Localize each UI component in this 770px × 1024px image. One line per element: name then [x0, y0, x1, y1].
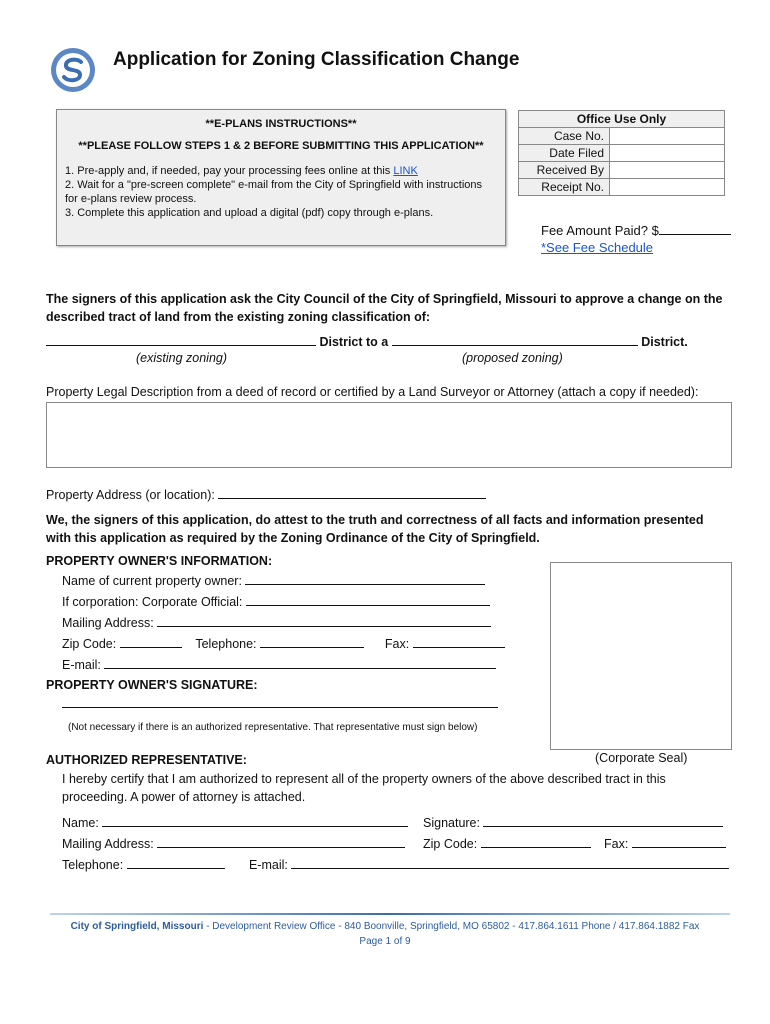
proposed-zoning-field[interactable] — [392, 333, 638, 346]
footer-office: - Development Review Office - 840 Boonville, Springfield, MO 65802 - 417.864.1611 Phone / 417.864.1882 Fax — [203, 921, 700, 932]
rep-phone-field[interactable] — [127, 856, 225, 869]
case-no-field[interactable] — [610, 128, 725, 145]
owner-fax-label: Fax: — [384, 637, 410, 651]
rep-zip-label: Zip Code: — [423, 837, 478, 851]
owner-phone-field[interactable] — [260, 635, 364, 648]
case-no-label: Case No. — [519, 128, 610, 145]
rep-fax-label: Fax: — [604, 837, 629, 851]
date-filed-field[interactable] — [610, 145, 725, 162]
owner-name-row — [62, 572, 485, 588]
owner-zip-field[interactable] — [120, 635, 182, 648]
received-by-label: Received By — [519, 162, 610, 179]
office-use-heading: Office Use Only — [519, 111, 725, 128]
owner-name-field[interactable] — [245, 572, 485, 585]
owner-email-label: E-mail: — [62, 658, 101, 672]
rep-mailing-field[interactable] — [157, 835, 405, 848]
rep-mailing-row — [62, 835, 405, 851]
rep-mailing-label: Mailing Address: — [62, 837, 154, 851]
existing-zoning-caption: (existing zoning) — [136, 351, 228, 365]
owner-signature-heading: PROPERTY OWNER'S SIGNATURE: — [46, 678, 258, 692]
owner-mailing-label: Mailing Address: — [62, 616, 154, 630]
rep-email-field[interactable] — [291, 856, 729, 869]
instructions-steps — [65, 164, 495, 220]
rep-signature-label: Signature: — [423, 816, 480, 830]
district-to-label: District to a — [319, 335, 389, 349]
rep-certify: I hereby certify that I am authorized to represent all of the property owners of the above described tract in this proceeding. A power of attorney is attached. — [62, 772, 666, 804]
property-address-label: Property Address (or location): — [46, 488, 215, 502]
rep-zip-field[interactable] — [481, 835, 591, 848]
fee-amount-label: Fee Amount Paid? $ — [541, 223, 659, 238]
page-title: Application for Zoning Classification Change — [113, 49, 520, 70]
corporate-seal-box — [550, 562, 732, 750]
rep-fax-row — [604, 835, 726, 851]
owner-contact-row — [62, 635, 505, 651]
property-address-row — [46, 486, 486, 502]
district-row — [46, 333, 688, 349]
rep-zip-row — [423, 835, 591, 851]
step-1-text: 1. Pre-apply and, if needed, pay your processing fees online at this — [65, 165, 394, 177]
rep-phone-label: Telephone: — [62, 858, 124, 872]
corp-official-field[interactable] — [246, 593, 490, 606]
rep-email-label: E-mail: — [248, 858, 288, 872]
rep-contact-row — [62, 856, 729, 872]
owner-fax-field[interactable] — [413, 635, 505, 648]
footer-address — [0, 921, 770, 932]
owner-email-field[interactable] — [104, 656, 496, 669]
corp-official-row — [62, 593, 490, 609]
zoning-intro: The signers of this application ask the City Council of the City of Springfield, Missouri to approve a change on the described tract of land from the existing zoning classification of: — [46, 292, 723, 324]
springfield-logo-icon — [50, 47, 96, 93]
receipt-no-field[interactable] — [610, 179, 725, 196]
rep-name-row — [62, 814, 408, 830]
instructions-heading: **E-PLANS INSTRUCTIONS** — [205, 118, 357, 130]
received-by-field[interactable] — [610, 162, 725, 179]
eplans-instructions-box — [56, 109, 506, 246]
attest-statement: We, the signers of this application, do attest to the truth and correctness of all facts and information presented with this application as required by the Zoning Ordinance of the City of Springfield. — [46, 513, 704, 545]
fee-schedule-link[interactable]: *See Fee Schedule — [541, 240, 654, 255]
owner-email-row — [62, 656, 496, 672]
date-filed-label: Date Filed — [519, 145, 610, 162]
rep-heading: AUTHORIZED REPRESENTATIVE: — [46, 753, 247, 767]
rep-signature-row — [423, 814, 723, 830]
rep-name-field[interactable] — [102, 814, 408, 827]
district-label: District. — [641, 335, 688, 349]
owner-info-heading: PROPERTY OWNER'S INFORMATION: — [46, 554, 273, 568]
legal-description-field[interactable] — [46, 402, 732, 468]
footer-city: City of Springfield, Missouri — [70, 921, 204, 932]
property-address-field[interactable] — [218, 486, 486, 499]
page-number: Page 1 of 9 — [359, 936, 411, 947]
preapply-link[interactable]: LINK — [393, 165, 418, 177]
instructions-subheading: **PLEASE FOLLOW STEPS 1 & 2 BEFORE SUBMITTING THIS APPLICATION** — [78, 140, 484, 152]
rep-signature-field[interactable] — [483, 814, 723, 827]
receipt-no-label: Receipt No. — [519, 179, 610, 196]
step-1 — [65, 164, 495, 178]
fee-amount — [541, 222, 731, 238]
owner-signature-field[interactable] — [62, 706, 498, 708]
owner-mailing-field[interactable] — [157, 614, 491, 627]
rep-fax-field[interactable] — [632, 835, 726, 848]
rep-name-label: Name: — [62, 816, 99, 830]
office-use-table — [518, 110, 725, 196]
legal-description-label: Property Legal Description from a deed of record or certified by a Land Surveyor or Attorney (attach a copy if needed): — [46, 385, 699, 399]
proposed-zoning-caption: (proposed zoning) — [462, 351, 563, 365]
step-2: 2. Wait for a "pre-screen complete" e-mail from the City of Springfield with instructions for e-plans review process. — [65, 179, 483, 205]
step-3: 3. Complete this application and upload a digital (pdf) copy through e-plans. — [65, 207, 434, 219]
corporate-seal-label: (Corporate Seal) — [595, 751, 688, 765]
owner-phone-label: Telephone: — [195, 637, 257, 651]
footer-divider — [50, 913, 730, 915]
owner-mailing-row — [62, 614, 491, 630]
owner-zip-label: Zip Code: — [62, 637, 117, 651]
existing-zoning-field[interactable] — [46, 333, 316, 346]
corp-official-label: If corporation: Corporate Official: — [62, 595, 243, 609]
owner-name-label: Name of current property owner: — [62, 574, 242, 588]
fee-amount-field[interactable] — [659, 222, 731, 235]
owner-signature-note: (Not necessary if there is an authorized representative. That representative must sign below) — [68, 722, 478, 733]
